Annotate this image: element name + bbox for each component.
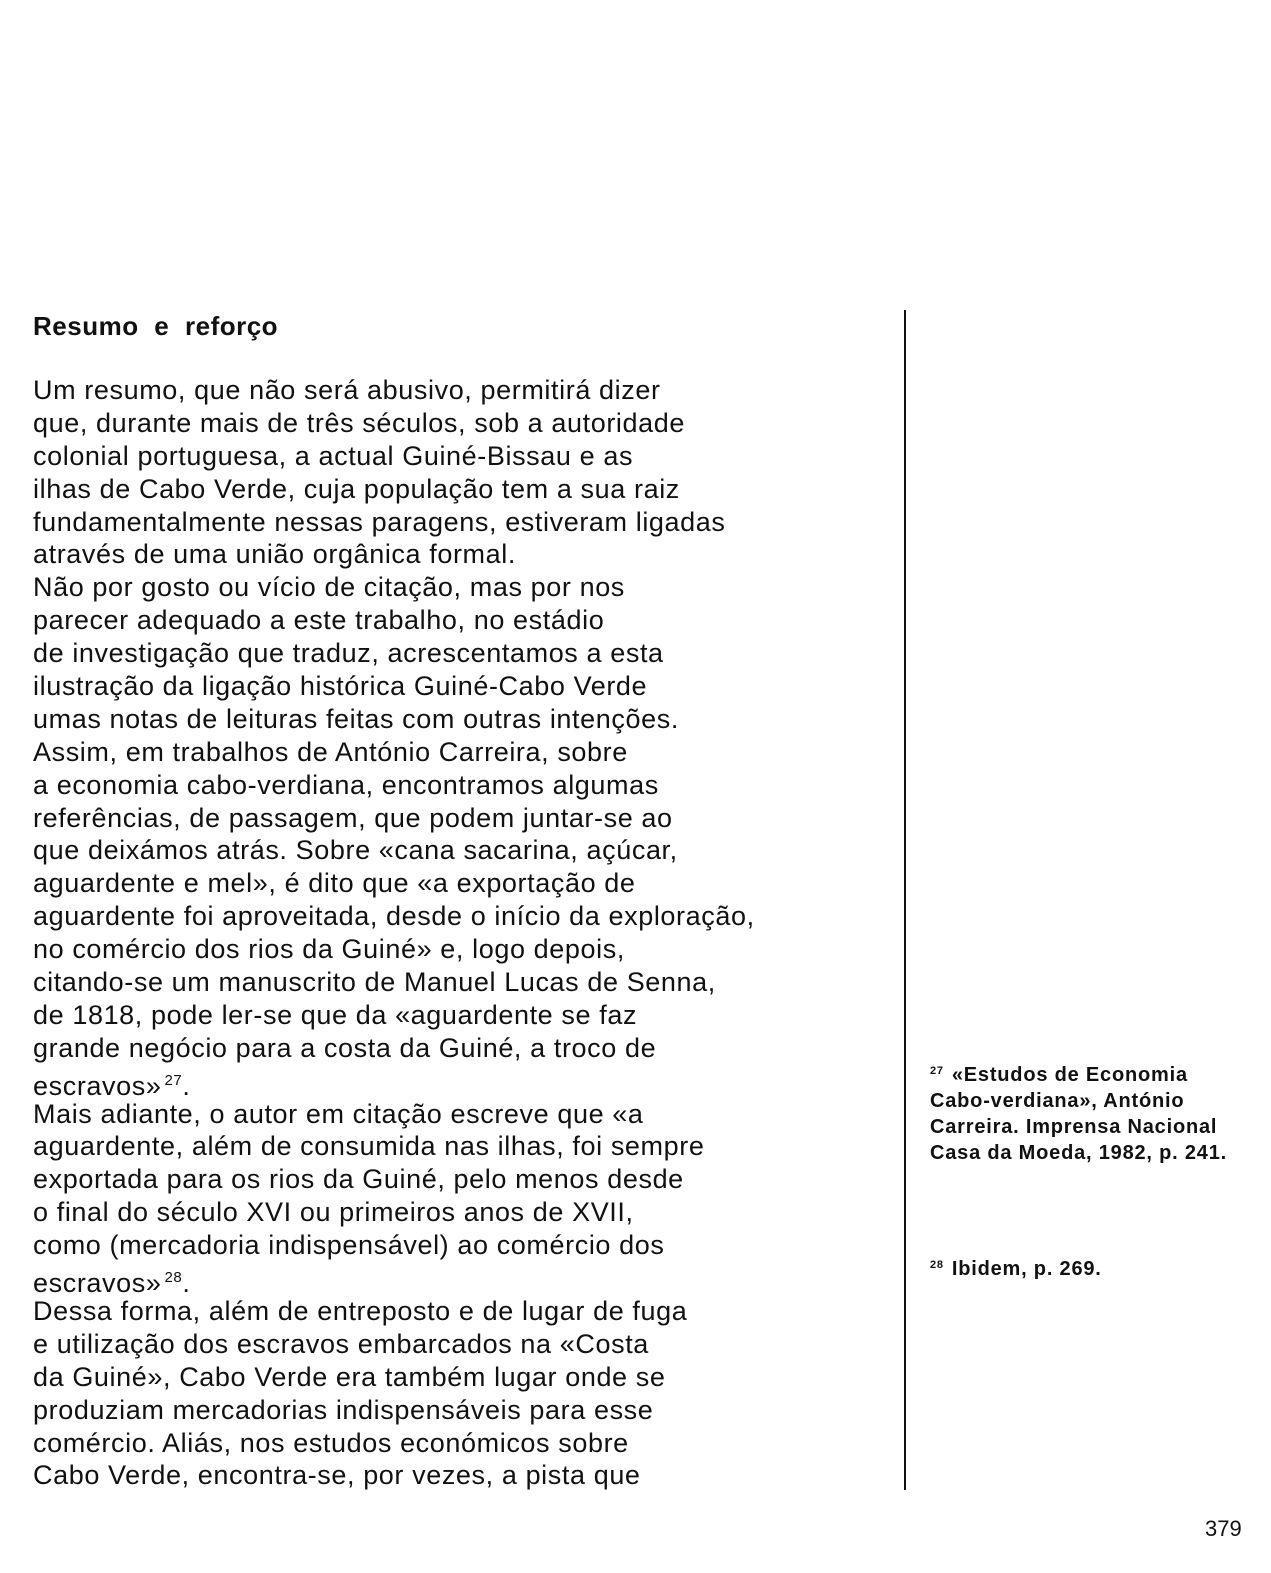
- footnote-reference: 27: [164, 1071, 183, 1089]
- text-line: [33, 1459, 903, 1492]
- line-text: de 1818, pode ler-se que da «aguardente se faz: [33, 999, 638, 1030]
- text-line: [33, 1098, 903, 1131]
- section-heading: Resumo e reforço: [33, 311, 279, 341]
- text-line: [33, 374, 903, 407]
- text-line: [33, 1065, 903, 1101]
- line-text: umas notas de leituras feitas com outras intenções.: [33, 703, 679, 734]
- line-text: escravos»: [33, 1268, 162, 1299]
- line-text: escravos»: [33, 1070, 162, 1101]
- line-text: exportada para os rios da Guiné, pelo menos desde: [33, 1164, 684, 1195]
- footnote-text: «Estudos de Economia Cabo-verdiana», António Carreira. Imprensa Nacional Casa da Moeda, 1982, p. 241.: [930, 1064, 1227, 1164]
- text-line: [33, 1295, 903, 1328]
- footnote-27: [930, 1058, 1250, 1166]
- text-line: [33, 506, 903, 539]
- footnote-reference: 28: [164, 1269, 183, 1287]
- text-line: [33, 1361, 903, 1394]
- footnote-number: 28: [930, 1259, 944, 1271]
- line-text: parecer adequado a este trabalho, no estádio: [33, 605, 605, 636]
- line-text: fundamentalmente nessas paragens, estiveram ligadas: [33, 506, 726, 537]
- line-text: Não por gosto ou vício de citação, mas por nos: [33, 572, 625, 603]
- line-text: da Guiné», Cabo Verde era também lugar onde se: [33, 1361, 666, 1392]
- text-line: [33, 867, 903, 900]
- text-line: [33, 1130, 903, 1163]
- text-line: [33, 966, 903, 999]
- line-text: de investigação que traduz, acrescentamos a esta: [33, 638, 664, 669]
- line-text: a economia cabo-verdiana, encontramos algumas: [33, 769, 659, 800]
- line-text: o final do século XVI ou primeiros anos de XVII,: [33, 1197, 634, 1228]
- line-text: Assim, em trabalhos de António Carreira, sobre: [33, 736, 628, 767]
- text-line: [33, 538, 903, 571]
- text-line: [33, 440, 903, 473]
- line-text: ilhas de Cabo Verde, cuja população tem a sua raiz: [33, 473, 680, 504]
- text-line: [33, 670, 903, 703]
- line-text: produziam mercadorias indispensáveis para esse: [33, 1394, 654, 1425]
- body-text: [33, 374, 903, 1492]
- line-text: grande negócio para a costa da Guiné, a troco de: [33, 1032, 657, 1063]
- text-line: [33, 834, 903, 867]
- footnote-number: 27: [930, 1065, 944, 1077]
- line-text: comércio. Aliás, nos estudos económicos sobre: [33, 1427, 629, 1458]
- text-line: [33, 1328, 903, 1361]
- line-text: e utilização dos escravos embarcados na «Costa: [33, 1328, 649, 1359]
- footnote-text: Ibidem, p. 269.: [951, 1258, 1102, 1280]
- text-line: [33, 473, 903, 506]
- line-punctuation: .: [182, 1070, 191, 1101]
- line-punctuation: .: [182, 1268, 191, 1299]
- column-divider: [904, 310, 906, 1490]
- line-text: que, durante mais de três séculos, sob a autoridade: [33, 407, 685, 438]
- line-text: Cabo Verde, encontra-se, por vezes, a pista que: [33, 1460, 641, 1491]
- line-text: que deixámos atrás. Sobre «cana sacarina, açúcar,: [33, 835, 678, 866]
- line-text: colonial portuguesa, a actual Guiné-Bissau e as: [33, 440, 634, 471]
- line-text: aguardente foi aproveitada, desde o início da exploração,: [33, 901, 755, 932]
- text-line: [33, 900, 903, 933]
- line-text: aguardente e mel», é dito que «a exportação de: [33, 868, 636, 899]
- text-line: [33, 736, 903, 769]
- line-text: aguardente, além de consumida nas ilhas, foi sempre: [33, 1131, 705, 1162]
- text-line: [33, 571, 903, 604]
- text-line: [33, 637, 903, 670]
- text-line: [33, 1032, 903, 1065]
- line-text: Um resumo, que não será abusivo, permitirá dizer: [33, 375, 661, 405]
- text-line: [33, 802, 903, 835]
- text-line: [33, 1394, 903, 1427]
- text-line: [33, 1196, 903, 1229]
- line-text: Mais adiante, o autor em citação escreve que «a: [33, 1098, 644, 1129]
- line-text: citando-se um manuscrito de Manuel Lucas de Senna,: [33, 967, 716, 998]
- text-line: [33, 769, 903, 802]
- text-line: [33, 1163, 903, 1196]
- text-line: [33, 999, 903, 1032]
- line-text: ilustração da ligação histórica Guiné-Cabo Verde: [33, 671, 648, 702]
- text-line: [33, 933, 903, 966]
- line-text: referências, de passagem, que podem juntar-se ao: [33, 802, 673, 833]
- line-text: Dessa forma, além de entreposto e de lugar de fuga: [33, 1295, 688, 1326]
- text-line: [33, 703, 903, 736]
- text-line: [33, 1427, 903, 1460]
- text-line: [33, 1229, 903, 1262]
- page-number: 379: [1205, 1516, 1242, 1541]
- line-text: no comércio dos rios da Guiné» e, logo depois,: [33, 934, 625, 965]
- text-line: [33, 604, 903, 637]
- text-line: [33, 1262, 903, 1299]
- line-text: através de uma união orgânica formal.: [33, 539, 516, 570]
- footnote-28: [930, 1252, 1250, 1282]
- text-line: [33, 407, 903, 440]
- line-text: como (mercadoria indispensável) ao comércio dos: [33, 1230, 665, 1261]
